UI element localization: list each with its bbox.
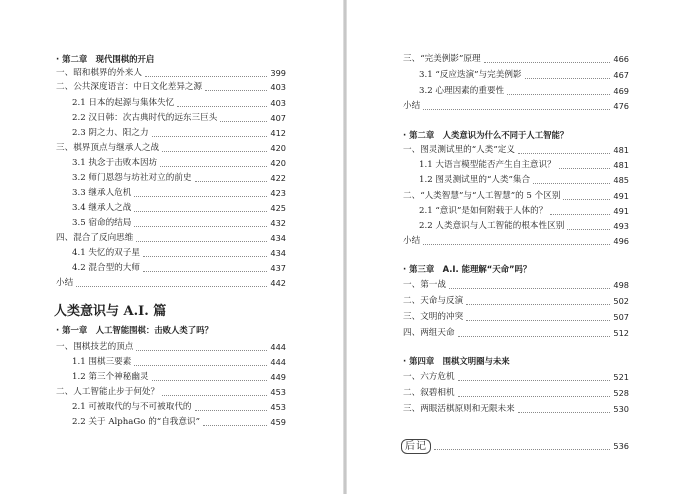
leader-dots (145, 76, 267, 77)
leader-dots (136, 241, 267, 242)
leader-dots (220, 121, 267, 122)
leader-dots (550, 214, 610, 215)
toc-entry[interactable]: 一、昭和棋界的外来人 399 (56, 68, 286, 78)
afterword-page: 536 (613, 441, 629, 451)
toc-entry-afterword[interactable] (401, 438, 629, 454)
toc-entry[interactable]: 3.2 师门恩怨与坊社对立的前史 422 (72, 173, 286, 183)
chapter-heading: · 第二章 现代围棋的开启 (56, 54, 155, 64)
leader-dots (162, 395, 267, 396)
chapter-heading: · 第二章 人类意识为什么不同于人工智能？ (403, 130, 569, 140)
leader-dots (152, 136, 268, 137)
leader-dots (518, 412, 611, 413)
leader-dots (143, 271, 267, 272)
chapter-heading: · 第一章 人工智能围棋：击败人类了吗？ (56, 325, 213, 335)
toc-entry[interactable]: 一、六方危机 521 (403, 372, 629, 382)
leader-dots (160, 166, 267, 167)
leader-dots (205, 90, 267, 91)
toc-entry[interactable]: 2.1 可被取代的与不可被取代的 453 (72, 402, 286, 412)
toc-entry[interactable]: 2.3 阴之力、阳之力 412 (72, 128, 286, 138)
toc-entry[interactable]: 三、棋界顶点与继承人之战 420 (56, 143, 286, 153)
toc-entry[interactable]: 三、“完美例影”原理 466 (403, 54, 629, 64)
toc-entry[interactable]: 1.2 图灵测试里的“人类”集合 485 (419, 175, 629, 185)
leader-dots (507, 94, 610, 95)
toc-entry[interactable]: 1.1 围棋三要素 444 (72, 357, 286, 367)
leader-dots (423, 244, 610, 245)
toc-entry[interactable]: 3.4 继承人之战 425 (72, 203, 286, 213)
toc-entry[interactable]: 小结 442 (56, 278, 286, 288)
leader-dots (458, 380, 611, 381)
chapter-heading: · 第三章 A.I. 能理解“天命”吗？ (403, 264, 532, 274)
part-heading: 人类意识与 A.I. 篇 (54, 304, 167, 319)
leader-dots (525, 78, 611, 79)
leader-dots (458, 396, 611, 397)
leader-dots (484, 62, 611, 63)
toc-entry[interactable]: 二、“人类智慧”与“人工智慧”的 5 个区别 491 (403, 191, 629, 201)
toc-entry[interactable]: 4.1 失忆的双子星 434 (72, 248, 286, 258)
leader-dots (195, 181, 268, 182)
right-page (347, 0, 690, 494)
toc-entry[interactable]: 二、天命与反演 502 (403, 296, 629, 306)
leader-dots (162, 151, 267, 152)
toc-entry[interactable]: 四、混合了反向思维 434 (56, 233, 286, 243)
left-page (0, 0, 343, 494)
toc-entry[interactable]: 3.1 “反应迭演”与完美例影 467 (419, 70, 629, 80)
leader-dots (563, 199, 610, 200)
toc-entry[interactable]: 小结 476 (403, 101, 629, 111)
leader-dots (567, 229, 610, 230)
toc-entry[interactable]: 3.3 继承人危机 423 (72, 188, 286, 198)
chapter-heading: · 第四章 围棋文明圈与未来 (403, 356, 510, 366)
leader-dots (134, 196, 267, 197)
toc-entry[interactable]: 一、围棋技艺的顶点 444 (56, 342, 286, 352)
toc-entry[interactable]: 2.1 “意识”是如何附载于人体的？ 491 (419, 206, 629, 216)
toc-entry[interactable]: 一、图灵测试里的“人类”定义 481 (403, 145, 629, 155)
toc-entry[interactable]: 三、文明的冲突 507 (403, 312, 629, 322)
leader-dots (134, 365, 267, 366)
toc-entry[interactable]: 2.2 关于 AlphaGo 的“自我意识” 459 (72, 417, 286, 427)
leader-dots (466, 320, 610, 321)
toc-entry[interactable]: 3.5 宿命的结局 432 (72, 218, 286, 228)
leader-dots (177, 106, 267, 107)
toc-entry[interactable]: 二、公共深度语言：中日文化差异之源 403 (56, 82, 286, 92)
toc-entry[interactable]: 1.2 第三个神秘幽灵 449 (72, 372, 286, 382)
leader-dots (76, 286, 267, 287)
toc-entry[interactable]: 二、人工智能止步于何处？ 453 (56, 387, 286, 397)
leader-dots (533, 183, 610, 184)
leader-dots (458, 336, 611, 337)
toc-entry[interactable]: 小结 496 (403, 236, 629, 246)
toc-entry[interactable]: 二、叙碧相机 528 (403, 388, 629, 398)
toc-entry[interactable]: 3.2 心理因素的重要性 469 (419, 86, 629, 96)
toc-entry[interactable]: 三、两眼活棋原则和无限未来 530 (403, 404, 629, 414)
toc-entry[interactable]: 2.2 汉日韩：次古典时代的远东三巨头 407 (72, 113, 286, 123)
leader-dots (152, 380, 268, 381)
leader-dots (449, 288, 610, 289)
toc-entry[interactable]: 2.2 人类意识与人工智能的根本性区别 493 (419, 221, 629, 231)
leader-dots (134, 226, 267, 227)
leader-dots (559, 168, 611, 169)
toc-entry[interactable]: 2.1 日本的起源与集体失忆 403 (72, 98, 286, 108)
leader-dots (466, 304, 610, 305)
leader-dots (518, 153, 610, 154)
leader-dots (203, 425, 267, 426)
toc-entry[interactable]: 四、两组天命 512 (403, 328, 629, 338)
leader-dots (143, 256, 267, 257)
leader-dots (423, 109, 610, 110)
toc-entry[interactable]: 4.2 混合型的大师 437 (72, 263, 286, 273)
afterword-label: 后记 (401, 439, 431, 454)
toc-entry[interactable]: 3.1 执念于击败本因坊 420 (72, 158, 286, 168)
leader-dots (136, 350, 267, 351)
toc-entry[interactable]: 一、第一战 498 (403, 280, 629, 290)
leader-dots (134, 211, 267, 212)
leader-dots (434, 449, 610, 450)
toc-entry[interactable]: 1.1 大语言模型能否产生自主意识？ 481 (419, 160, 629, 170)
leader-dots (195, 410, 268, 411)
